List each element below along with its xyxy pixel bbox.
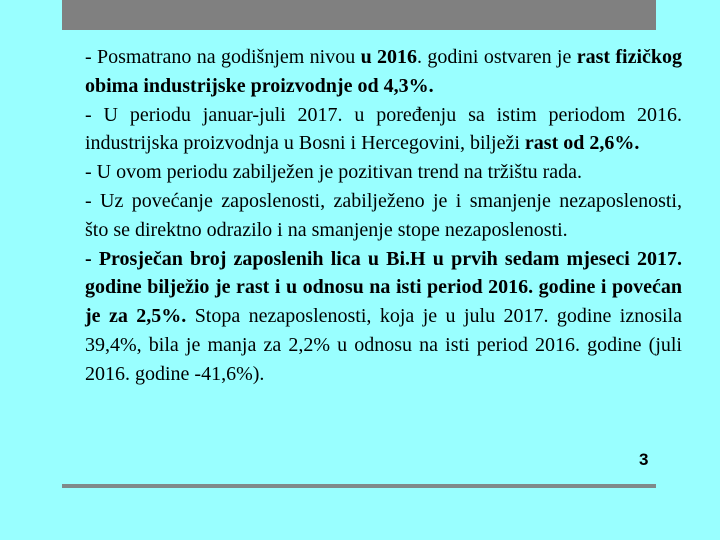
- page-number: 3: [639, 450, 649, 469]
- text-segment: - U ovom periodu zabilježen je pozitivan trend na tržištu rada.: [85, 161, 583, 184]
- slide-text-body: [85, 43, 682, 389]
- paragraph-unemployment-decrease: [85, 187, 682, 245]
- paragraph-industrial-growth-2017: [85, 101, 682, 159]
- footer-rule: [62, 484, 656, 488]
- text-segment: Stopa nezaposlenosti, koja je u julu 2017. godine iznosila 39,4%, bila je manja za 2,2% u odnosu na isti period 2016. godine (juli 2016. godine -41,6%).: [85, 305, 682, 385]
- text-segment-bold: - Prosječan broj zaposlenih lica u Bi.H u prvih sedam mjeseci 2017. godine bilježio je rast i u odnosu na isti period 2016. godine i povećan je za 2,5%.: [85, 247, 682, 328]
- paragraph-employment-statistics: [85, 245, 682, 389]
- text-segment-bold: rast fizičkog obima industrijske proizvodnje od 4,3%.: [85, 46, 682, 97]
- text-segment: . godini ostvaren je: [417, 46, 577, 68]
- text-segment-bold: u 2016: [360, 46, 418, 68]
- paragraph-labor-market-trend: [85, 158, 682, 187]
- text-segment-bold: rast od 2,6%.: [524, 132, 640, 155]
- text-segment: - U periodu januar-juli 2017. u poređenju sa istim periodom 2016. industrijska proizvodnja u Bosni i Hercegovini, bilježi: [85, 103, 682, 155]
- header-bar: [62, 0, 656, 30]
- paragraph-industrial-growth-2016: [85, 43, 682, 101]
- text-segment: - Posmatrano na godišnjem nivou: [85, 46, 361, 68]
- text-segment: - Uz povećanje zaposlenosti, zabilježeno je i smanjenje nezaposlenosti, što se direktno odrazilo i na smanjenje stope nezaposlenosti.: [85, 189, 682, 241]
